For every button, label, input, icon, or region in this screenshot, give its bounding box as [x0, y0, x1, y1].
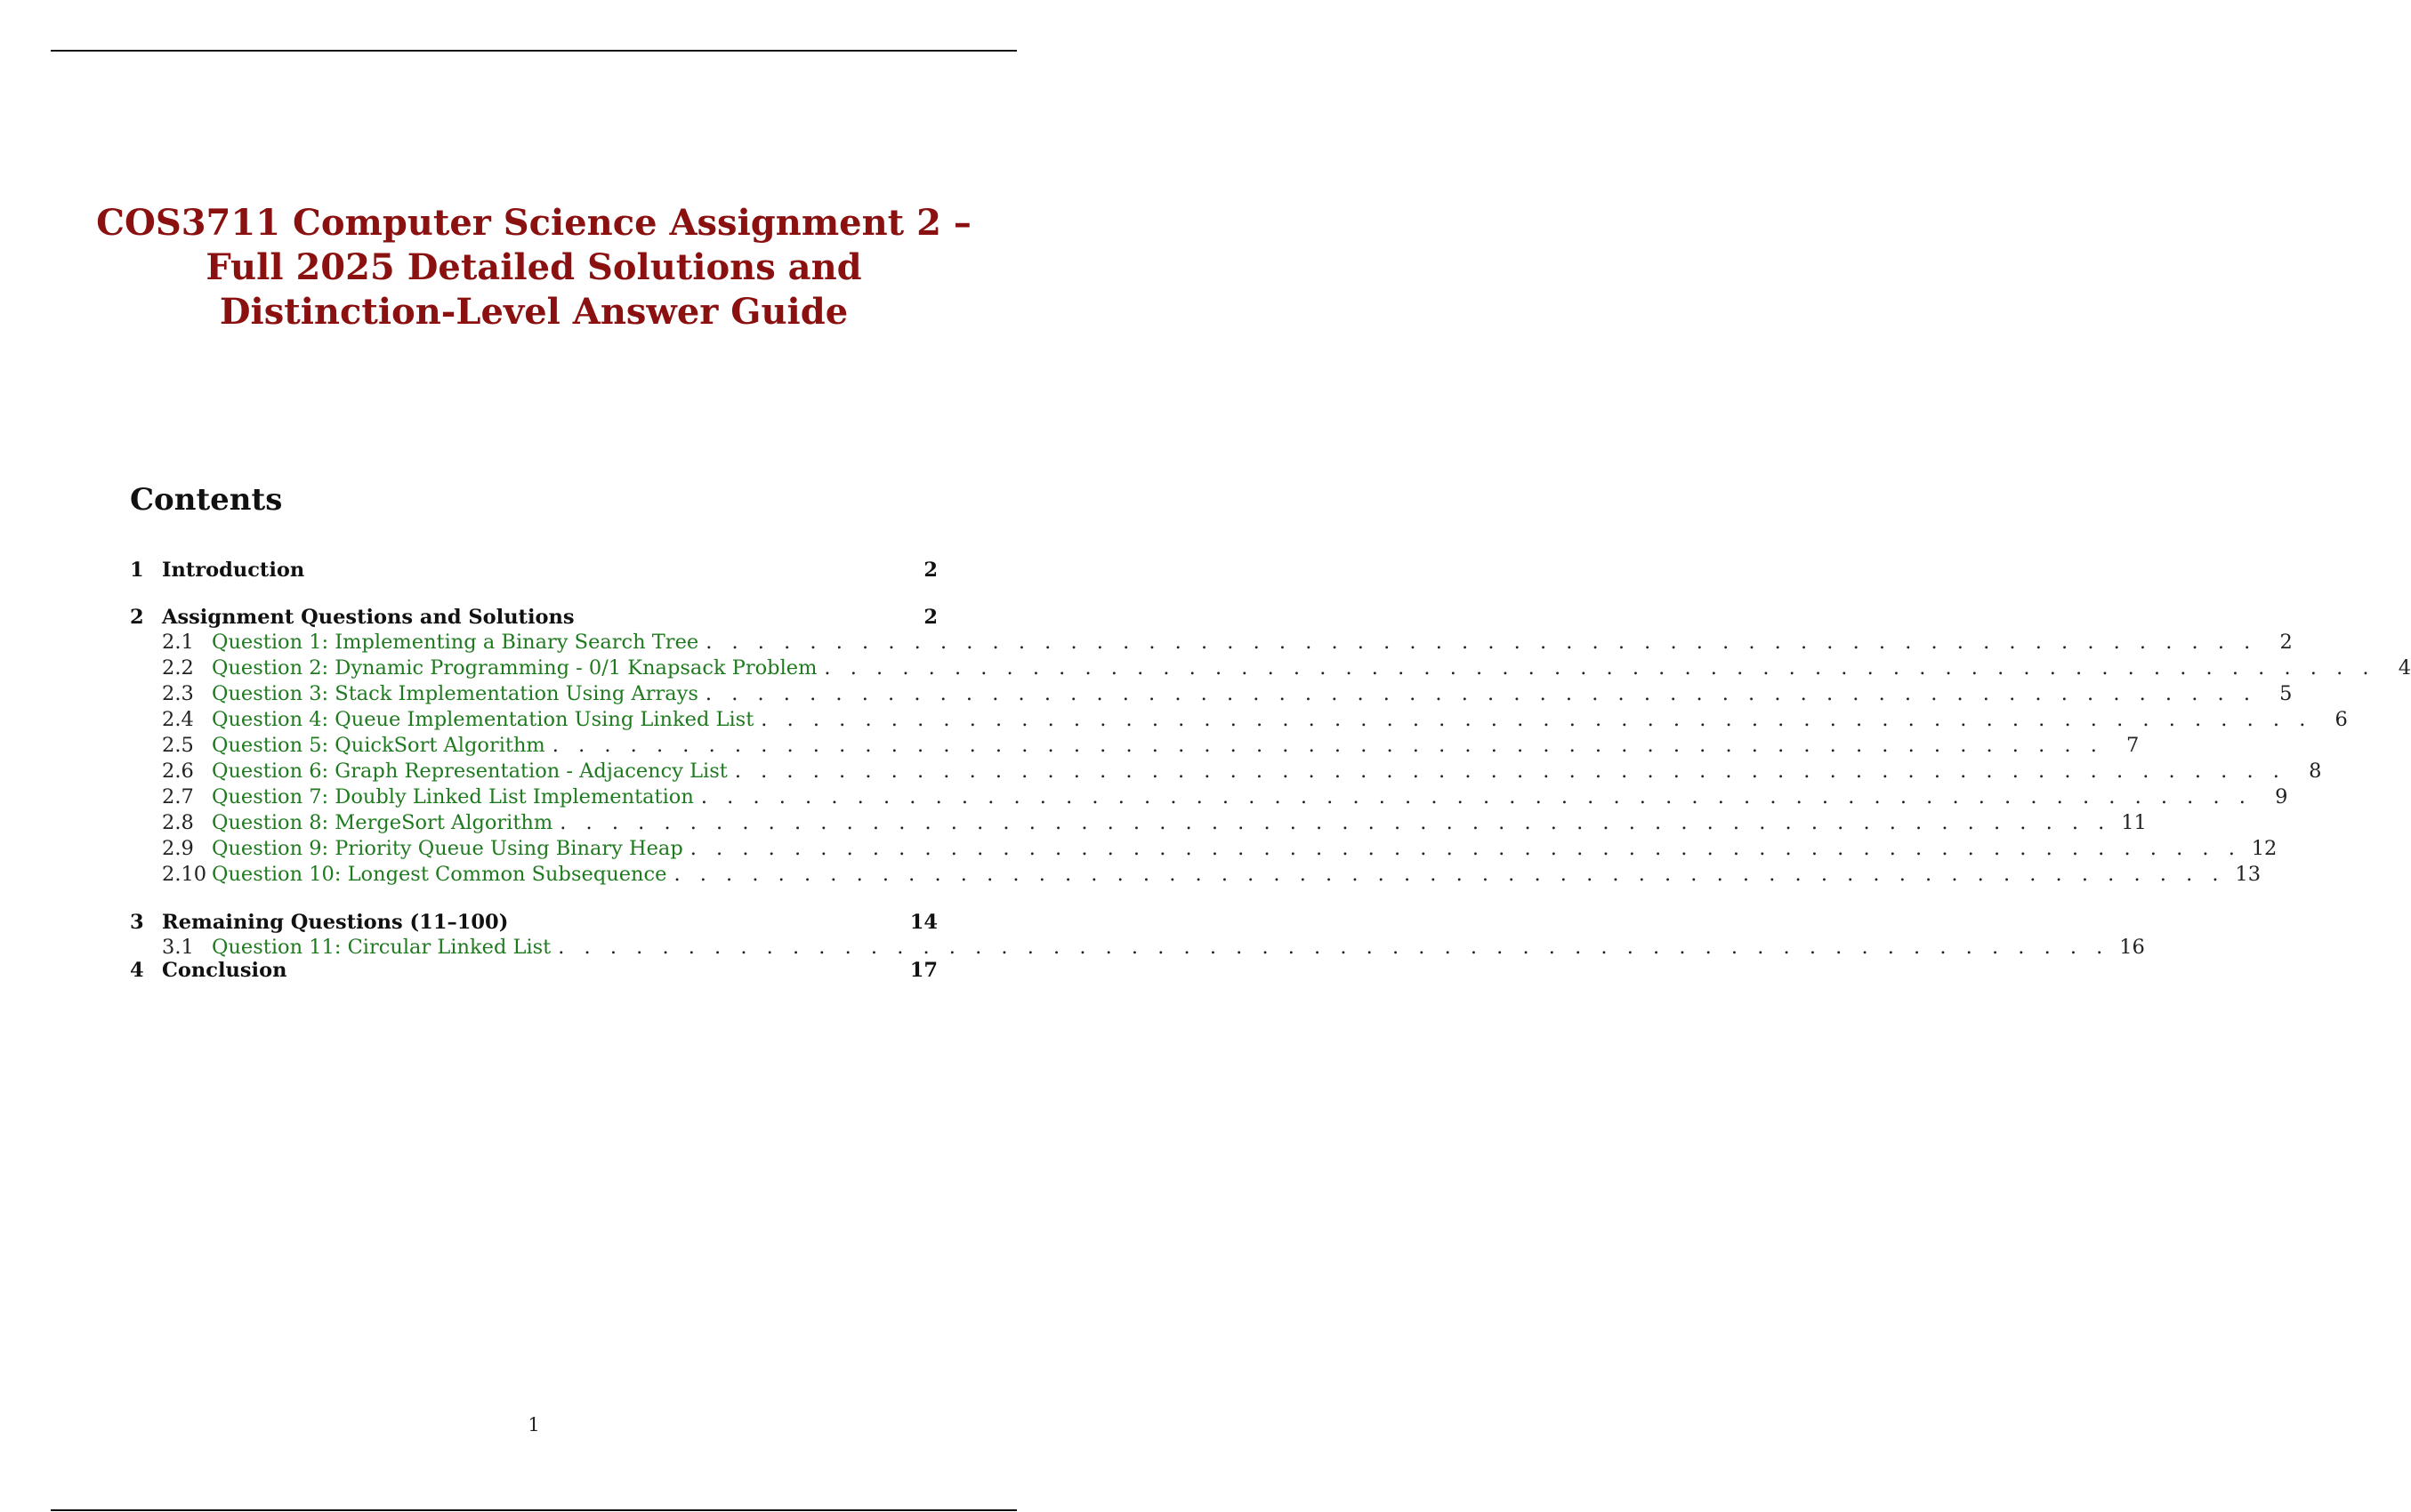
toc-dot-leader: . . . . . . . . . . . . . . . . . . . . . . . . . . . . . . . . . . . . . . . . . . . . . . . . . . . . . . . . . . . .: [824, 656, 2376, 680]
bottom-rule: [51, 1509, 1017, 1511]
page-number: 1: [528, 1414, 540, 1436]
toc-subsection-entry[interactable]: [130, 836, 2278, 862]
toc-subsection-page: 6: [2334, 708, 2348, 731]
toc-subsection-entry[interactable]: [130, 630, 2293, 655]
toc-subsection-entry[interactable]: [130, 655, 2411, 681]
toc-section-entry[interactable]: [130, 910, 938, 936]
toc-subsection-number: 2.9: [162, 837, 194, 860]
toc-subsection-number: 3.1: [162, 936, 194, 959]
toc-subsection-page: 9: [2275, 785, 2288, 808]
toc-subsection-page: 7: [2126, 734, 2140, 757]
toc-section-title[interactable]: Conclusion: [162, 959, 287, 982]
toc-subsection-page: 5: [2279, 682, 2293, 705]
toc-section-number: 1: [130, 559, 144, 582]
toc-dot-leader: . . . . . . . . . . . . . . . . . . . . . . . . . . . . . . . . . . . . . . . . . . . . . . . . . . . . . . . . . . . .: [689, 837, 2242, 860]
toc-section-entry[interactable]: [130, 605, 938, 631]
toc-subsection-link[interactable]: Question 1: Implementing a Binary Search Tree: [212, 631, 699, 654]
title-line: Full 2025 Detailed Solutions and: [206, 246, 862, 288]
toc-subsection-link[interactable]: Question 5: QuickSort Algorithm: [212, 734, 545, 757]
toc-subsection-link[interactable]: Question 3: Stack Implementation Using Arrays: [212, 682, 698, 705]
toc-section-page: 2: [923, 559, 938, 582]
toc-subsection-entry[interactable]: [130, 935, 2145, 961]
document-title: [89, 201, 979, 334]
toc-subsection-link[interactable]: Question 9: Priority Queue Using Binary Heap: [212, 837, 683, 860]
toc-section-number: 3: [130, 911, 144, 934]
toc-subsection-link[interactable]: Question 4: Queue Implementation Using Linked List: [212, 708, 754, 731]
toc-subsection-link[interactable]: Question 2: Dynamic Programming - 0/1 Knapsack Problem: [212, 656, 818, 680]
toc-section-page: 2: [923, 606, 938, 629]
toc-dot-leader: . . . . . . . . . . . . . . . . . . . . . . . . . . . . . . . . . . . . . . . . . . . . . . . . . . . . . . . . . . . .: [673, 863, 2226, 886]
toc-section-entry[interactable]: [130, 958, 938, 984]
top-rule: [51, 50, 1017, 52]
toc-subsection-entry[interactable]: [130, 759, 2322, 784]
toc-subsection-page: 11: [2121, 811, 2147, 834]
contents-heading: Contents: [130, 482, 283, 518]
toc-section-page: 14: [909, 911, 938, 934]
toc-subsection-link[interactable]: Question 11: Circular Linked List: [212, 936, 552, 959]
toc-subsection-page: 2: [2279, 631, 2293, 654]
toc-dot-leader: . . . . . . . . . . . . . . . . . . . . . . . . . . . . . . . . . . . . . . . . . . . . . . . . . . . . . . . . . . . .: [560, 811, 2111, 834]
toc-subsection-entry[interactable]: [130, 810, 2147, 836]
toc-subsection-number: 2.7: [162, 785, 194, 808]
toc-dot-leader: . . . . . . . . . . . . . . . . . . . . . . . . . . . . . . . . . . . . . . . . . . . . . . . . . . . . . . . . . . . .: [761, 708, 2312, 731]
toc-subsection-entry[interactable]: [130, 733, 2140, 759]
title-line: Distinction-Level Answer Guide: [219, 291, 849, 333]
toc-subsection-page: 4: [2398, 656, 2411, 680]
toc-subsection-link[interactable]: Question 10: Longest Common Subsequence: [212, 863, 667, 886]
toc-dot-leader: . . . . . . . . . . . . . . . . . . . . . . . . . . . . . . . . . . . . . . . . . . . . . . . . . . . . . . . . . . . .: [558, 936, 2109, 959]
toc-subsection-number: 2.1: [162, 631, 194, 654]
toc-subsection-number: 2.3: [162, 682, 194, 705]
toc-subsection-number: 2.8: [162, 811, 194, 834]
toc-subsection-number: 2.4: [162, 708, 194, 731]
toc-subsection-page: 12: [2251, 837, 2278, 860]
toc-subsection-link[interactable]: Question 7: Doubly Linked List Implementation: [212, 785, 694, 808]
toc-dot-leader: . . . . . . . . . . . . . . . . . . . . . . . . . . . . . . . . . . . . . . . . . . . . . . . . . . . . . . . . . . . .: [552, 734, 2104, 757]
toc-subsection-number: 2.2: [162, 656, 194, 680]
toc-subsection-page: 16: [2119, 936, 2145, 959]
toc-dot-leader: . . . . . . . . . . . . . . . . . . . . . . . . . . . . . . . . . . . . . . . . . . . . . . . . . . . . . . . . . . . .: [734, 760, 2286, 783]
toc-subsection-entry[interactable]: [130, 862, 2262, 888]
toc-subsection-number: 2.10: [162, 863, 207, 886]
toc-subsection-page: 13: [2235, 863, 2262, 886]
title-line: COS3711 Computer Science Assignment 2 –: [96, 202, 972, 244]
toc-subsection-link[interactable]: Question 6: Graph Representation - Adjacency List: [212, 760, 728, 783]
toc-section-number: 4: [130, 959, 144, 982]
toc-section-title[interactable]: Remaining Questions (11–100): [162, 911, 509, 934]
toc-section-entry[interactable]: [130, 558, 938, 583]
toc-dot-leader: . . . . . . . . . . . . . . . . . . . . . . . . . . . . . . . . . . . . . . . . . . . . . . . . . . . . . . . . . . . .: [700, 785, 2253, 808]
toc-subsection-entry[interactable]: [130, 681, 2293, 707]
toc-subsection-number: 2.6: [162, 760, 194, 783]
toc-section-title[interactable]: Introduction: [162, 559, 305, 582]
toc-dot-leader: . . . . . . . . . . . . . . . . . . . . . . . . . . . . . . . . . . . . . . . . . . . . . . . . . . . . . . . . . . . .: [706, 631, 2257, 654]
toc-subsection-page: 8: [2309, 760, 2322, 783]
toc-subsection-entry[interactable]: [130, 784, 2288, 810]
toc-subsection-number: 2.5: [162, 734, 194, 757]
toc-section-page: 17: [909, 959, 938, 982]
toc-section-number: 2: [130, 606, 144, 629]
toc-dot-leader: . . . . . . . . . . . . . . . . . . . . . . . . . . . . . . . . . . . . . . . . . . . . . . . . . . . . . . . . . . . .: [705, 682, 2257, 705]
toc-subsection-entry[interactable]: [130, 707, 2348, 733]
toc-section-title[interactable]: Assignment Questions and Solutions: [162, 606, 575, 629]
toc-subsection-link[interactable]: Question 8: MergeSort Algorithm: [212, 811, 553, 834]
